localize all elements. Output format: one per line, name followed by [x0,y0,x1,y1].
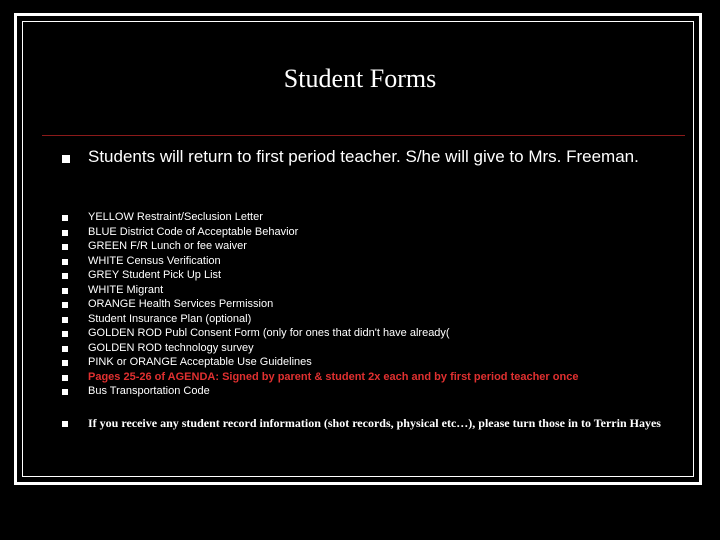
form-list-item: BLUE District Code of Acceptable Behavior [88,225,299,238]
square-bullet-icon [62,273,68,279]
records-note: If you receive any student record information (shot records, physical etc…), please turn those in to Terrin Hayes [88,416,661,430]
square-bullet-icon [62,302,68,308]
title-divider [42,135,685,136]
form-list-item: GOLDEN ROD Publ Consent Form (only for ones that didn't have already( [88,327,450,339]
square-bullet-icon [62,421,68,427]
square-bullet-icon [62,360,68,366]
form-list-item: GREY Student Pick Up List [88,269,222,281]
form-list-item: YELLOW Restraint/Seclusion Letter [88,211,263,223]
form-list-item: Bus Transportation Code [88,385,210,397]
form-list-item: GOLDEN ROD technology survey [88,341,254,354]
square-bullet-icon [62,288,68,294]
form-list-item: WHITE Census Verification [88,254,221,267]
form-list-item: WHITE Migrant [88,283,164,296]
square-bullet-icon [62,317,68,323]
square-bullet-icon [62,259,68,265]
square-bullet-icon [62,389,68,395]
square-bullet-icon [62,230,68,236]
form-list-item: Pages 25-26 of AGENDA: Signed by parent & student 2x each and by first period teacher once [88,370,579,383]
square-bullet-icon [62,375,68,381]
main-bullet-text: Students will return to first period teacher. S/he will give to Mrs. Freeman. [88,147,639,166]
square-bullet-icon [62,215,68,221]
form-list-item: ORANGE Health Services Permission [88,298,274,310]
form-list-item: PINK or ORANGE Acceptable Use Guidelines [88,356,312,368]
form-list-item: Student Insurance Plan (optional) [88,312,252,325]
slide-title: Student Forms [283,64,437,93]
form-list-item: GREEN F/R Lunch or fee waiver [88,240,247,252]
square-bullet-icon [62,244,68,250]
square-bullet-icon [62,155,70,163]
square-bullet-icon [62,346,68,352]
square-bullet-icon [62,331,68,337]
